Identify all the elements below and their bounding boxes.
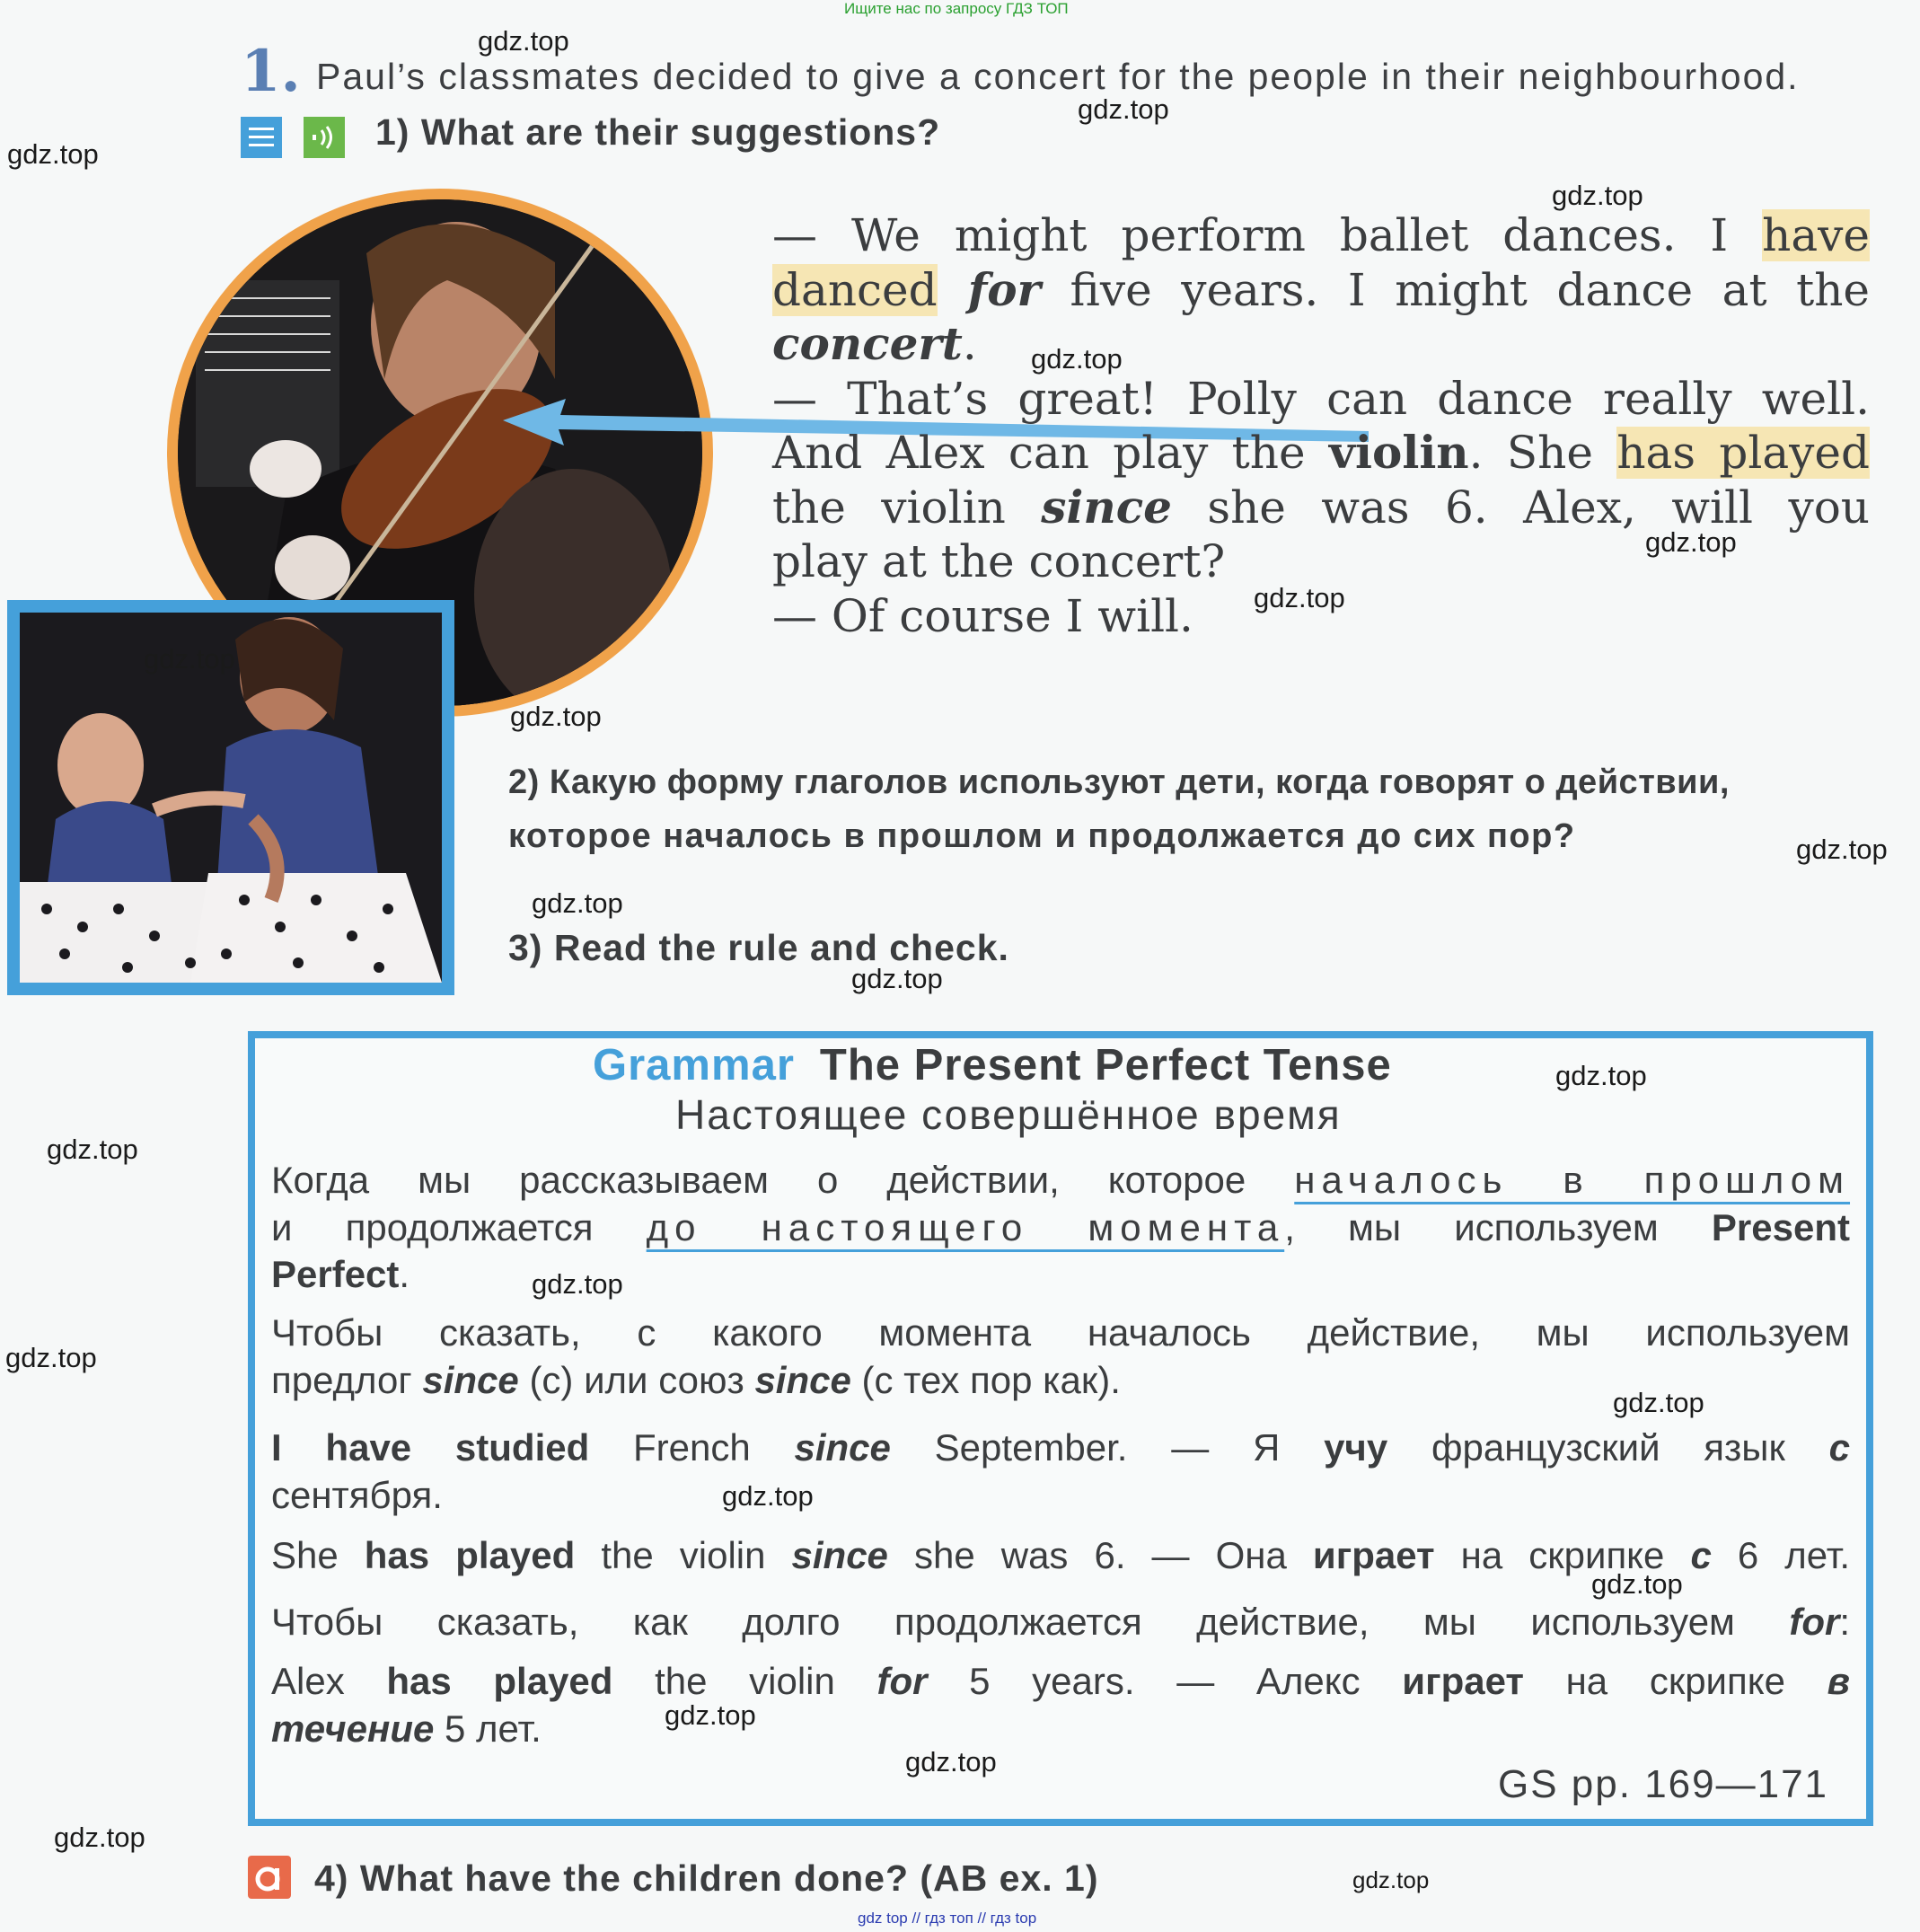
grammar-rule-1: Когда мы рассказываем о действии, которое началось в прошлом и продолжается до настоящего момента, мы используем Present Perfect. [271,1159,1851,1295]
dialogue-text: — We might perform ballet dances. I have danced for five years. I might dance at the concert. — That’s great! Polly can dance really well. And Alex can play the violin. She has played the violin since she was 6. Alex, will you play at the concert? — Of course I will. [772,209,1870,642]
task-2-line-1: 2) Какую форму глаголов используют дети, когда говорят о действии, [508,763,1730,801]
watermark: gdz.top [1078,93,1169,125]
watermark: gdz.top [665,1699,756,1731]
watermark: gdz.top [1613,1387,1704,1418]
watermark: gdz.top [1796,834,1888,865]
footer-note: gdz top // гдз топ // гдз top [858,1910,1037,1927]
watermark: gdz.top [54,1822,145,1853]
watermark: gdz.top [1552,180,1643,211]
watermark: gdz.top [532,1268,623,1300]
watermark: gdz.top [1555,1060,1647,1091]
grammar-title: Grammar The Present Perfect Tense [593,1041,1392,1090]
grammar-example-1: I have studied French since September. — Я учу французский язык с сентября. [271,1426,1850,1516]
grammar-example-2: She has played the violin since she was 6. — Она играет на скрипке с 6 лет. [271,1534,1850,1576]
watermark: gdz.top [532,887,623,919]
exercise-number: 1. [241,38,301,105]
highlight: danced [772,263,938,316]
task-2-line-2: которое началось в прошлом и продолжается до сих пор? [508,817,1576,855]
grammar-rule-2: Чтобы сказать, с какого момента началось действие, мы используем предлог since (с) или союз since (с тех пор как). [271,1311,1850,1401]
grammar-subtitle: Настоящее совершённое время [675,1091,1342,1138]
watermark: gdz.top [7,138,99,170]
task-3: 3) Read the rule and check. [508,927,1009,968]
watermark: gdz.top [1254,582,1345,613]
watermark: gdz.top [510,701,602,732]
watermark: gdz.top [722,1480,814,1512]
highlight: has played [1616,427,1870,479]
grammar-example-3: Alex has played the violin for 5 years. — Алекс играет на скрипке в течение 5 лет. [271,1660,1850,1750]
search-hint: Ищите нас по запросу ГДЗ ТОП [844,0,1069,17]
grammar-rule-3: Чтобы сказать, как долго продолжается действие, мы используем for: [271,1601,1850,1643]
exercise-intro: Paul’s classmates decided to give a concert for the people in their neighbourhood. [316,56,1800,97]
watermark: gdz.top [47,1134,138,1165]
watermark: gdz.top [144,643,235,675]
grammar-label: Grammar [593,1041,795,1090]
task-1: 1) What are their suggestions? [375,111,941,153]
watermark: gdz.top [851,963,943,994]
watermark: gdz.top [5,1342,97,1373]
watermark: gdz.top [1645,526,1737,558]
text-icon [241,117,282,158]
grammar-reference: GS pp. 169—171 [1498,1762,1829,1806]
highlight: have [1762,209,1870,261]
watermark: gdz.top [905,1746,997,1778]
task-4: 4) What have the children done? (AB ex. 1) [314,1857,1099,1899]
watermark: gdz.top [1031,343,1123,375]
watermark: gdz.top [1591,1568,1683,1600]
audio-icon[interactable] [304,117,345,158]
activity-book-icon [248,1856,291,1899]
watermark: gdz.top [1352,1866,1430,1893]
watermark: gdz.top [478,25,569,57]
